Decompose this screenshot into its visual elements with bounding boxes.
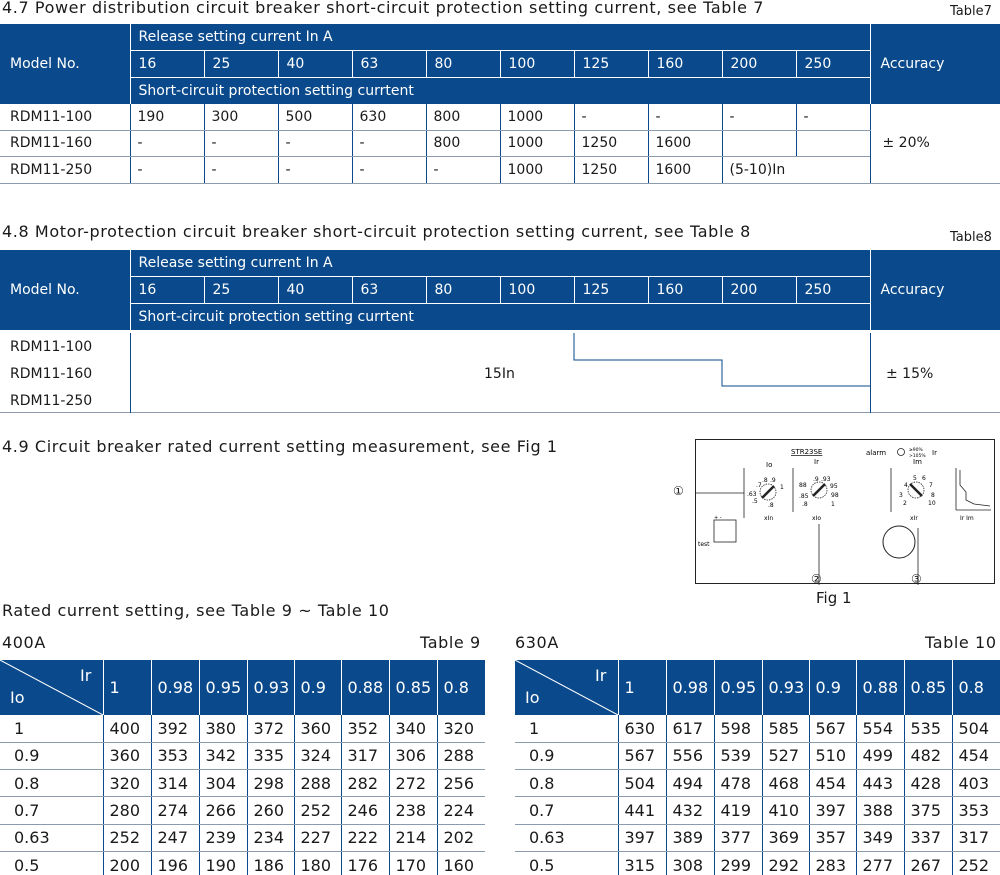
value-cell: 308 — [666, 851, 714, 875]
svg-text:5: 5 — [913, 475, 917, 482]
value-cell: - — [278, 130, 352, 157]
value-cell: 190 — [199, 851, 247, 875]
value-cell: 403 — [952, 770, 1000, 797]
model-header: Model No. — [10, 55, 80, 72]
current-header: 80 — [426, 51, 500, 78]
value-cell: 349 — [856, 824, 904, 851]
value-cell: - — [352, 157, 426, 184]
svg-text:95: 95 — [830, 483, 838, 490]
value-cell: 419 — [714, 797, 762, 824]
svg-text:98: 98 — [831, 492, 839, 499]
value-cell: 190 — [130, 104, 204, 131]
figure-1 — [695, 439, 995, 584]
value-cell: 1250 — [574, 130, 648, 157]
trip-curve-icon — [960, 470, 990, 506]
current-header: 40 — [278, 51, 352, 78]
svg-text:6: 6 — [922, 475, 926, 482]
io-cell: 1 — [515, 715, 618, 742]
value-cell: 428 — [904, 770, 952, 797]
value-cell: 283 — [809, 851, 856, 875]
value-cell: 239 — [199, 824, 247, 851]
value-cell: 176 — [341, 851, 389, 875]
svg-text:3: 3 — [899, 492, 903, 499]
value-cell: 299 — [714, 851, 762, 875]
value-cell: 227 — [294, 824, 341, 851]
xin-label: xIn — [764, 515, 774, 522]
svg-text:10: 10 — [928, 500, 936, 507]
value-cell: 222 — [341, 824, 389, 851]
table-row — [515, 742, 1000, 769]
value-cell: 324 — [294, 742, 341, 769]
ir-header: 0.98 — [151, 660, 199, 715]
io-axis-label: Io — [525, 688, 540, 707]
breaker-diagram — [696, 440, 996, 585]
value-cell: 292 — [762, 851, 809, 875]
value-cell: 598 — [714, 715, 762, 742]
accuracy-header: Accuracy — [870, 250, 1000, 330]
table-9-label: Table 9 — [420, 633, 481, 652]
svg-text:.63: .63 — [747, 491, 757, 498]
value-cell: 554 — [856, 715, 904, 742]
value-cell: 186 — [247, 851, 294, 875]
current-header: 125 — [574, 51, 648, 78]
model-cell: RDM11-250 — [0, 157, 130, 184]
io-cell: 0.7 — [0, 797, 103, 824]
value-cell: 377 — [714, 824, 762, 851]
value-cell — [796, 130, 870, 157]
value-cell: 320 — [437, 715, 485, 742]
current-header: 125 — [574, 277, 648, 304]
value-cell: 266 — [199, 797, 247, 824]
value-cell: - — [204, 130, 278, 157]
ir-header: 0.93 — [247, 660, 294, 715]
value-cell: 504 — [952, 715, 1000, 742]
value-cell: 432 — [666, 797, 714, 824]
value-cell: 196 — [151, 851, 199, 875]
accuracy-header: Accuracy — [870, 24, 1000, 104]
table-8-label: Table8 — [950, 230, 992, 245]
current-header: 100 — [500, 277, 574, 304]
value-cell: - — [130, 157, 204, 184]
ir-header: 1 — [618, 660, 666, 715]
value-cell: 1600 — [648, 157, 722, 184]
svg-text:.9: .9 — [770, 477, 776, 484]
value-cell: 800 — [426, 104, 500, 131]
value-cell — [722, 130, 796, 157]
ir-header: 0.8 — [952, 660, 1000, 715]
svg-text:1: 1 — [780, 484, 784, 491]
table-row — [0, 130, 1000, 157]
value-cell: - — [352, 130, 426, 157]
value-cell: 510 — [809, 742, 856, 769]
table-row — [0, 797, 485, 824]
ir-label: Ir — [814, 458, 819, 466]
value-cell: 315 — [618, 851, 666, 875]
value-cell: 214 — [389, 824, 437, 851]
value-cell: 317 — [341, 742, 389, 769]
value-cell: 389 — [666, 824, 714, 851]
table-8 — [0, 250, 1000, 330]
ir-header: 0.8 — [437, 660, 485, 715]
svg-text:.8: .8 — [802, 501, 808, 508]
ir-header: 0.93 — [762, 660, 809, 715]
ir-im-label: Ir Im — [960, 515, 974, 522]
value-cell: 335 — [247, 742, 294, 769]
model-label: STR23SE — [791, 448, 823, 456]
table-row — [0, 770, 485, 797]
current-header: 100 — [500, 51, 574, 78]
alarm-note-a: ≥90% — [909, 448, 923, 453]
value-cell: 504 — [618, 770, 666, 797]
value-cell: 15In — [484, 366, 515, 382]
current-header: 200 — [722, 277, 796, 304]
ir-header: 0.98 — [666, 660, 714, 715]
callout-3: ③ — [911, 572, 922, 586]
value-cell: 360 — [294, 715, 341, 742]
io-cell: 0.9 — [515, 742, 618, 769]
value-cell: 441 — [618, 797, 666, 824]
value-cell: 353 — [151, 742, 199, 769]
current-header: 25 — [204, 51, 278, 78]
value-cell: 468 — [762, 770, 809, 797]
svg-text:.5: .5 — [752, 498, 758, 505]
value-cell: (5-10)In — [722, 157, 870, 184]
current-header: 80 — [426, 277, 500, 304]
value-cell: 288 — [437, 742, 485, 769]
value-cell: 246 — [341, 797, 389, 824]
current-header: 160 — [648, 51, 722, 78]
table-9-rating: 400A — [2, 633, 46, 652]
value-cell: 585 — [762, 715, 809, 742]
svg-text:.9: .9 — [813, 476, 819, 483]
value-cell: 1000 — [500, 157, 574, 184]
value-cell: 317 — [952, 824, 1000, 851]
io-cell: 0.7 — [515, 797, 618, 824]
section-4-9-title: 4.9 Circuit breaker rated current setting measurement, see Fig 1 — [2, 437, 558, 456]
value-cell: 224 — [437, 797, 485, 824]
value-cell: 1250 — [574, 157, 648, 184]
value-cell: 342 — [199, 742, 247, 769]
value-cell: 567 — [809, 715, 856, 742]
ir-header: 0.9 — [809, 660, 856, 715]
table-9-body — [0, 715, 485, 875]
io-cell: 0.5 — [515, 851, 618, 875]
table-row — [515, 824, 1000, 851]
value-cell: 238 — [389, 797, 437, 824]
ir-header: 0.95 — [714, 660, 762, 715]
alarm-note-b: >105% — [909, 454, 926, 459]
svg-text:1: 1 — [831, 501, 835, 508]
current-header: 63 — [352, 277, 426, 304]
current-header: 63 — [352, 51, 426, 78]
value-cell: 527 — [762, 742, 809, 769]
table-row — [515, 770, 1000, 797]
svg-text:.8: .8 — [768, 502, 774, 509]
value-cell: 630 — [352, 104, 426, 131]
value-cell: 388 — [856, 797, 904, 824]
ir-header: 0.85 — [904, 660, 952, 715]
value-cell: 380 — [199, 715, 247, 742]
value-cell: 274 — [151, 797, 199, 824]
value-cell: 478 — [714, 770, 762, 797]
value-cell: 392 — [151, 715, 199, 742]
table-row — [515, 851, 1000, 875]
release-header: Release setting current In A — [130, 24, 870, 51]
value-cell: 256 — [437, 770, 485, 797]
value-cell: 800 — [426, 130, 500, 157]
ir-header: 1 — [103, 660, 151, 715]
value-cell: 454 — [952, 742, 1000, 769]
value-cell: 556 — [666, 742, 714, 769]
value-cell: 180 — [294, 851, 341, 875]
value-cell: 340 — [389, 715, 437, 742]
svg-text:+ -: + - — [714, 515, 722, 521]
current-header: 160 — [648, 277, 722, 304]
model-cell: RDM11-250 — [10, 393, 93, 409]
model-cell: RDM11-160 — [10, 366, 93, 382]
value-cell: 1600 — [648, 130, 722, 157]
value-cell: 499 — [856, 742, 904, 769]
value-cell: - — [204, 157, 278, 184]
value-cell: 267 — [904, 851, 952, 875]
section-4-8-title: 4.8 Motor-protection circuit breaker short-circuit protection setting current, see Table 8 — [2, 222, 751, 241]
accuracy-cell: ± 20% — [870, 104, 1000, 184]
value-cell: 252 — [103, 824, 151, 851]
io-axis-label: Io — [10, 688, 25, 707]
value-cell: 535 — [904, 715, 952, 742]
io-cell: 0.8 — [0, 770, 103, 797]
ir-header: 0.85 — [389, 660, 437, 715]
table-row — [0, 104, 1000, 131]
svg-text:.85: .85 — [799, 493, 809, 500]
test-label: test — [698, 541, 710, 548]
value-cell: 247 — [151, 824, 199, 851]
ir-axis-label: Ir — [595, 666, 607, 685]
value-cell: - — [722, 104, 796, 131]
value-cell: - — [648, 104, 722, 131]
release-header: Release setting current In A — [130, 250, 870, 277]
model-cell: RDM11-160 — [0, 130, 130, 157]
table-row — [0, 851, 485, 875]
im-label: Im — [913, 458, 922, 466]
value-cell: 277 — [856, 851, 904, 875]
io-cell: 0.63 — [0, 824, 103, 851]
value-cell: 1000 — [500, 130, 574, 157]
io-label: Io — [766, 461, 773, 469]
value-cell: - — [796, 104, 870, 131]
short-circuit-header: Short-circuit protection setting currtent — [130, 77, 870, 104]
value-cell: 260 — [247, 797, 294, 824]
value-cell: - — [574, 104, 648, 131]
table-9 — [0, 660, 485, 875]
section-4-7-title: 4.7 Power distribution circuit breaker short-circuit protection setting current, see Table 7 — [2, 0, 765, 17]
value-cell: - — [278, 157, 352, 184]
value-cell: 280 — [103, 797, 151, 824]
diagonal-header — [515, 660, 618, 715]
value-cell: 630 — [618, 715, 666, 742]
value-cell: 482 — [904, 742, 952, 769]
test-button-icon — [714, 520, 736, 542]
svg-text:.8: .8 — [762, 477, 768, 484]
current-header: 250 — [796, 277, 870, 304]
current-header: 16 — [130, 277, 204, 304]
value-cell: 320 — [103, 770, 151, 797]
svg-text:.93: .93 — [821, 476, 831, 483]
figure-caption: Fig 1 — [816, 589, 852, 607]
ir-header: 0.95 — [199, 660, 247, 715]
value-cell: 397 — [809, 797, 856, 824]
table-row — [515, 797, 1000, 824]
svg-text:7: 7 — [929, 482, 933, 489]
model-cell: RDM11-100 — [0, 104, 130, 131]
callout-2: ② — [811, 572, 822, 586]
table-row — [0, 157, 1000, 184]
value-cell: 282 — [341, 770, 389, 797]
value-cell: 252 — [952, 851, 1000, 875]
table-7 — [0, 24, 1000, 184]
table-10-rating: 630A — [515, 633, 559, 652]
ir-header: 0.9 — [294, 660, 341, 715]
io-cell: 0.63 — [515, 824, 618, 851]
value-cell: 397 — [618, 824, 666, 851]
current-header: 40 — [278, 277, 352, 304]
io-cell: 0.5 — [0, 851, 103, 875]
value-cell: 298 — [247, 770, 294, 797]
alarm-led-icon — [898, 449, 905, 456]
value-cell: 1000 — [500, 104, 574, 131]
value-cell: - — [426, 157, 500, 184]
svg-text:4: 4 — [904, 482, 908, 489]
svg-text:.7: .7 — [756, 482, 762, 489]
current-header: 200 — [722, 51, 796, 78]
value-cell: - — [130, 130, 204, 157]
svg-text:8: 8 — [931, 492, 935, 499]
value-cell: 272 — [389, 770, 437, 797]
value-cell: 410 — [762, 797, 809, 824]
current-header: 25 — [204, 277, 278, 304]
accuracy-cell: ± 15% — [886, 366, 934, 382]
io-cell: 0.9 — [0, 742, 103, 769]
value-cell: 170 — [389, 851, 437, 875]
value-cell: 200 — [103, 851, 151, 875]
value-cell: 234 — [247, 824, 294, 851]
short-circuit-header: Short-circuit protection setting currtent — [130, 303, 870, 330]
current-header: 16 — [130, 51, 204, 78]
value-cell: 357 — [809, 824, 856, 851]
xio-label: xIo — [812, 515, 821, 522]
value-cell: 539 — [714, 742, 762, 769]
value-cell: 360 — [103, 742, 151, 769]
alarm-label: alarm — [866, 449, 887, 457]
table-row — [0, 824, 485, 851]
callout-1: ① — [673, 484, 684, 498]
value-cell: 567 — [618, 742, 666, 769]
value-cell: 375 — [904, 797, 952, 824]
rated-setting-title: Rated current setting, see Table 9 ~ Table 10 — [2, 601, 390, 620]
table-10 — [515, 660, 1000, 875]
value-cell: 372 — [247, 715, 294, 742]
table-row — [515, 715, 1000, 742]
svg-text:88: 88 — [799, 482, 807, 489]
value-cell: 454 — [809, 770, 856, 797]
current-header: 250 — [796, 51, 870, 78]
value-cell: 500 — [278, 104, 352, 131]
value-cell: 369 — [762, 824, 809, 851]
value-cell: 306 — [389, 742, 437, 769]
value-cell: 160 — [437, 851, 485, 875]
io-cell: 0.8 — [515, 770, 618, 797]
value-cell: 337 — [904, 824, 952, 851]
table-7-label: Table7 — [950, 4, 992, 19]
table-row — [0, 715, 485, 742]
ir-header: 0.88 — [856, 660, 904, 715]
value-cell: 300 — [204, 104, 278, 131]
model-cell: RDM11-100 — [10, 339, 93, 355]
knob-icon — [883, 526, 915, 558]
value-cell: 353 — [952, 797, 1000, 824]
io-cell: 1 — [0, 715, 103, 742]
table-row — [0, 742, 485, 769]
model-header: Model No. — [10, 281, 80, 298]
value-cell: 400 — [103, 715, 151, 742]
alarm-ir-label: Ir — [932, 449, 937, 457]
table-10-label: Table 10 — [925, 633, 997, 652]
ir-axis-label: Ir — [80, 666, 92, 685]
value-cell: 288 — [294, 770, 341, 797]
xir-label: xIr — [910, 515, 918, 522]
value-cell: 314 — [151, 770, 199, 797]
value-cell: 202 — [437, 824, 485, 851]
ir-header: 0.88 — [341, 660, 389, 715]
value-cell: 443 — [856, 770, 904, 797]
table-8-body — [0, 333, 1000, 413]
value-cell: 304 — [199, 770, 247, 797]
value-cell: 617 — [666, 715, 714, 742]
svg-text:2: 2 — [903, 500, 907, 507]
value-cell: 494 — [666, 770, 714, 797]
diagonal-header — [0, 660, 103, 715]
value-cell: 252 — [294, 797, 341, 824]
value-cell: 352 — [341, 715, 389, 742]
table-10-body — [515, 715, 1000, 875]
